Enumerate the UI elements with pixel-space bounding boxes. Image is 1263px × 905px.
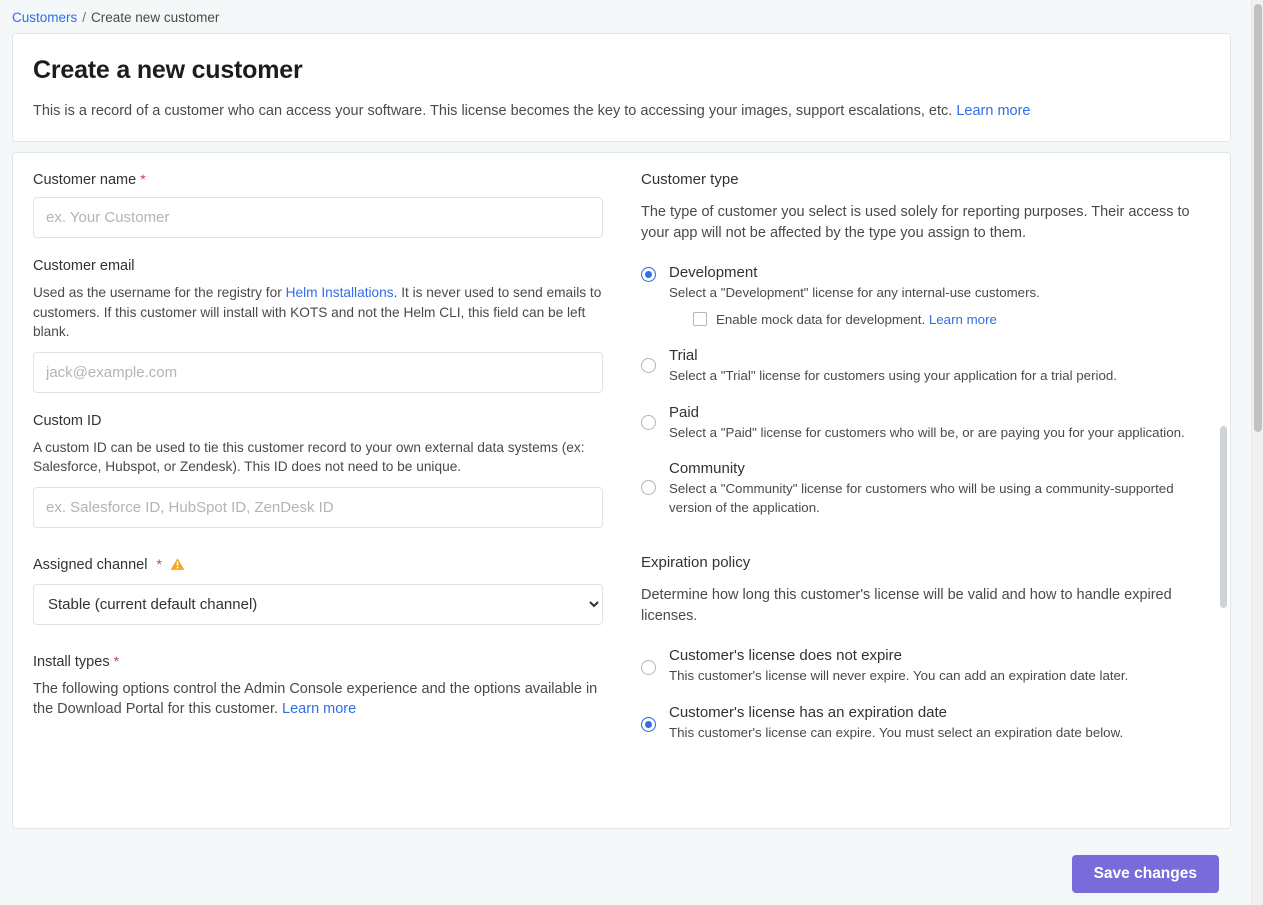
customer-name-required-marker: *	[140, 171, 146, 188]
assigned-channel-label	[33, 556, 603, 575]
radio-paid[interactable]	[641, 415, 656, 430]
radio-development[interactable]	[641, 267, 656, 282]
radio-trial-title: Trial	[669, 346, 698, 364]
custom-id-label: Custom ID	[33, 412, 102, 429]
customer-name-input[interactable]	[33, 197, 603, 238]
warning-triangle-icon	[170, 557, 185, 575]
customer-email-label: Customer email	[33, 258, 135, 275]
radio-license-has-expiration-date[interactable]	[641, 717, 656, 732]
page-description-text: This is a record of a customer who can access your software. This license becomes the key to accessing your images, support escalations, etc.	[33, 103, 953, 119]
form-left-column	[33, 171, 603, 828]
radio-license-has-expiration-date-desc: This customer's license can expire. You must select an expiration date below.	[669, 725, 1124, 741]
customer-email-help-prefix: Used as the username for the registry for	[33, 285, 286, 301]
breadcrumb-customers-link[interactable]: Customers	[12, 10, 78, 25]
radio-license-has-expiration-date-title: Customer's license has an expiration date	[669, 704, 948, 722]
customer-name-label-text: Customer name	[33, 172, 137, 189]
radio-community[interactable]	[641, 480, 656, 495]
install-types-label	[33, 653, 603, 670]
radio-development-desc: Select a "Development" license for any internal-use customers.	[669, 285, 1040, 301]
radio-trial[interactable]	[641, 358, 656, 373]
page-scrollbar[interactable]	[1251, 0, 1263, 905]
radio-license-does-not-expire[interactable]	[641, 660, 656, 675]
customer-form-card	[12, 152, 1231, 829]
save-changes-button[interactable]: Save changes	[1072, 855, 1219, 893]
checkbox-enable-mock-data[interactable]	[693, 312, 707, 326]
expiration-policy-description: Determine how long this customer's license will be valid and how to handle expired licenses.	[641, 587, 1172, 625]
install-types-learn-more-link[interactable]: Learn more	[282, 701, 357, 718]
radio-license-does-not-expire-desc: This customer's license will never expire. You can add an expiration date later.	[669, 668, 1129, 684]
form-right-column	[641, 171, 1210, 828]
form-scrollbar[interactable]	[1220, 164, 1229, 836]
install-types-help	[33, 679, 603, 720]
assigned-channel-label-text: Assigned channel	[33, 556, 148, 573]
custom-id-help: A custom ID can be used to tie this customer record to your own external data systems (ex: Salesforce, Hubspot, or Zendesk). This ID does not need to be unique.	[33, 439, 585, 475]
customer-type-option-paid[interactable]	[641, 404, 1210, 443]
customer-email-help	[33, 283, 603, 341]
expiration-policy-title: Expiration policy	[641, 554, 751, 572]
form-scrollbar-thumb[interactable]	[1220, 426, 1227, 608]
mock-data-checkbox-row[interactable]	[693, 312, 1210, 327]
custom-id-input[interactable]	[33, 487, 603, 528]
page-header-card	[12, 33, 1231, 142]
radio-paid-title: Paid	[669, 403, 700, 421]
checkbox-enable-mock-data-label	[716, 312, 997, 327]
assigned-channel-select[interactable]	[33, 584, 603, 625]
form-footer	[0, 843, 1251, 905]
mock-data-learn-more-link[interactable]: Learn more	[928, 311, 997, 327]
radio-trial-desc: Select a "Trial" license for customers using your application for a trial period.	[669, 367, 1117, 383]
breadcrumb	[0, 0, 1263, 33]
helm-installations-link[interactable]: Helm Installations	[285, 285, 394, 301]
breadcrumb-separator: /	[82, 10, 87, 25]
customer-type-description: The type of customer you select is used solely for reporting purposes. Their access to your app will not be affected by the type you assign to them.	[641, 204, 1190, 242]
customer-email-input[interactable]	[33, 352, 603, 393]
checkbox-enable-mock-data-text: Enable mock data for development.	[716, 311, 926, 327]
assigned-channel-required-marker: *	[156, 555, 162, 572]
radio-community-title: Community	[669, 460, 745, 478]
expiration-option-never[interactable]	[641, 647, 1210, 686]
page-scrollbar-thumb[interactable]	[1254, 4, 1262, 432]
radio-paid-desc: Select a "Paid" license for customers who will be, or are paying you for your application.	[669, 424, 1185, 440]
customer-email-help-suffix: . It is never used to send emails to customers. If this customer will install with KOTS and not the Helm CLI, this field can be left blank.	[33, 285, 602, 340]
breadcrumb-current: Create new customer	[91, 10, 220, 25]
customer-type-option-community[interactable]	[641, 460, 1210, 517]
header-learn-more-link[interactable]: Learn more	[956, 103, 1031, 119]
install-types-label-text: Install types	[33, 653, 110, 670]
radio-community-desc: Select a "Community" license for customers who will be using a community-supported version of the application.	[669, 481, 1174, 515]
install-types-required-marker: *	[113, 652, 120, 669]
page-title: Create a new customer	[33, 56, 303, 84]
page-description	[33, 101, 1210, 121]
install-types-help-text: The following options control the Admin Console experience and the options available in the Download Portal for this customer.	[33, 680, 598, 718]
customer-name-label	[33, 171, 603, 188]
customer-type-option-trial[interactable]	[641, 347, 1210, 386]
customer-type-title: Customer type	[641, 171, 739, 189]
radio-development-title: Development	[669, 264, 758, 282]
radio-license-does-not-expire-title: Customer's license does not expire	[669, 647, 902, 665]
customer-type-option-development[interactable]	[641, 264, 1210, 327]
expiration-option-has-date[interactable]	[641, 704, 1210, 743]
